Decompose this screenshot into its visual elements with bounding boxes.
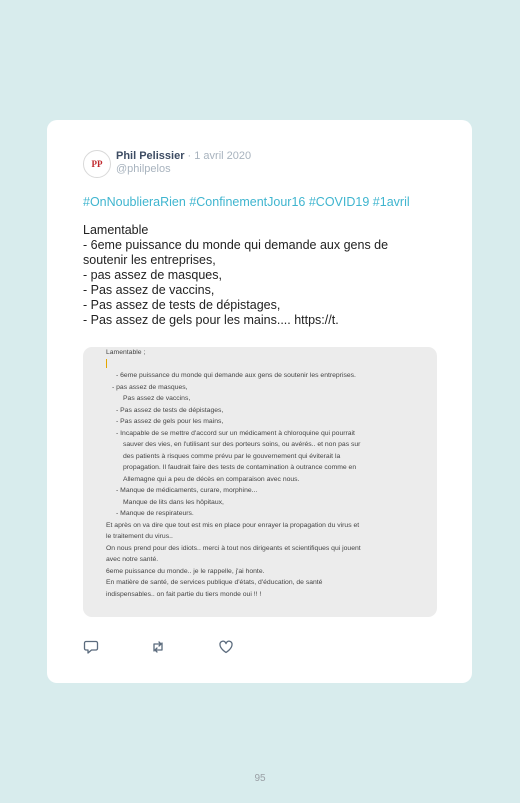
image-line: - 6eme puissance du monde qui demande aux gens de soutenir les entreprises. <box>116 372 356 379</box>
tweet-card <box>47 120 472 683</box>
reply-icon[interactable] <box>83 639 99 655</box>
tweet-line: - Pas assez de tests de dépistages, <box>83 298 281 312</box>
image-line: Manque de lits dans les hôpitaux, <box>123 498 224 506</box>
image-line: 6eme puissance du monde.. je le rappelle, j'ai honte. <box>106 567 265 575</box>
tweet-line: - 6eme puissance du monde qui demande aux gens de <box>83 238 389 252</box>
image-line: indispensables.. on fait partie du tiers monde oui !! ! <box>106 590 262 598</box>
avatar-logo-text: PP <box>91 159 103 169</box>
image-line: - Pas assez de tests de dépistages, <box>116 406 224 414</box>
tweet-line: - pas assez de masques, <box>83 268 222 282</box>
image-line: Allemagne qui a peu de décès en comparaison avec nous. <box>123 475 300 483</box>
image-text <box>106 347 426 600</box>
page-number: 95 <box>254 773 266 784</box>
image-line: sauver des vies, en l'utilisant sur des porteurs soins, ou avérés.. et non pas sur <box>123 441 361 448</box>
image-line: - Pas assez de gels pour les mains, <box>116 418 224 425</box>
tweet-line: - Pas assez de vaccins, <box>83 283 215 297</box>
image-line: Pas assez de vaccins, <box>123 395 191 402</box>
image-title: Lamentable ; <box>106 349 146 356</box>
hashtag-line <box>83 194 410 210</box>
image-line: le traitement du virus.. <box>106 533 173 540</box>
tweet-line: Lamentable <box>83 223 149 237</box>
image-line: - Manque de respirateurs. <box>116 510 194 517</box>
image-line: avec notre santé. <box>106 556 159 563</box>
tweet-date[interactable]: · 1 avril 2020 <box>184 150 252 162</box>
hashtag-link[interactable]: #1avril <box>372 195 410 209</box>
image-line: On nous prend pour des idiots.. merci à tout nos dirigeants et scientifiques qui jouent <box>106 544 361 552</box>
avatar[interactable] <box>83 150 111 178</box>
image-line: - Incapable de se mettre d'accord sur un médicament à chloroquine qui pourrait <box>116 429 355 437</box>
image-line: - Manque de médicaments, curare, morphine... <box>116 487 258 494</box>
tweet-line: - Pas assez de gels pour les mains.... https://t. <box>83 313 339 327</box>
image-line: propagation. Il faudrait faire des tests de contamination à outrance comme en <box>123 464 357 471</box>
image-line: des patients à risques comme prévu par le gouvernement qui éviterait la <box>123 452 341 460</box>
hashtag-link[interactable]: #OnNoublieraRien <box>83 195 186 209</box>
author-line <box>116 150 251 163</box>
hashtag-link[interactable]: #ConfinementJour16 <box>189 195 306 209</box>
text-cursor <box>106 359 426 371</box>
cursor-mark <box>106 359 107 368</box>
tweet-actions <box>83 639 283 655</box>
tweet-body <box>83 223 413 328</box>
attached-image[interactable] <box>83 347 437 617</box>
tweet-line: soutenir les entreprises, <box>83 253 216 267</box>
image-line: Et après on va dire que tout est mis en place pour enrayer la propagation du virus et <box>106 521 360 529</box>
retweet-icon[interactable] <box>150 639 166 655</box>
image-line: - pas assez de masques, <box>112 383 188 391</box>
image-line: En matière de santé, de services publique d'états, d'éducation, de santé <box>106 579 323 586</box>
author-handle[interactable]: @philpelos <box>116 163 171 175</box>
like-icon[interactable] <box>218 639 234 655</box>
author-name[interactable]: Phil Pelissier <box>116 150 185 162</box>
hashtag-link[interactable]: #COVID19 <box>308 195 370 209</box>
